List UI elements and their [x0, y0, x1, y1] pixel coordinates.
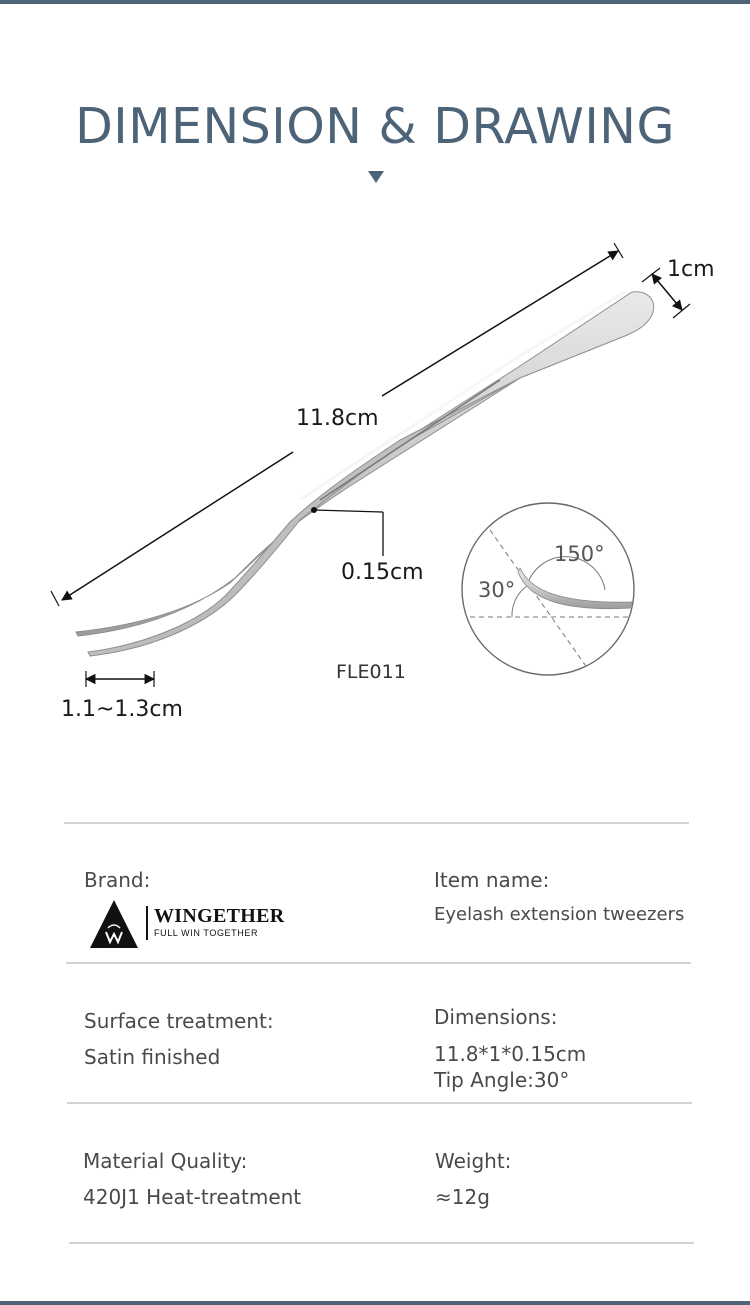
thickness-label: 0.15cm [341, 560, 424, 585]
surface-value: Satin finished [84, 1045, 221, 1069]
down-triangle-icon [368, 171, 384, 183]
logo-name: WINGETHER [154, 905, 285, 927]
item-name-label: Item name: [434, 868, 550, 892]
logo-tagline: FULL WIN TOGETHER [154, 928, 259, 938]
surface-label: Surface treatment: [84, 1009, 274, 1033]
angle-150-label: 150° [554, 542, 605, 566]
weight-value: ≈12g [435, 1185, 490, 1209]
top-accent-bar [0, 0, 750, 4]
model-number: FLE011 [336, 661, 406, 683]
thickness-leader [311, 507, 383, 556]
bottom-accent-bar [0, 1301, 750, 1305]
brand-logo [88, 898, 288, 950]
tweezers-drawing [0, 230, 750, 730]
weight-label: Weight: [435, 1149, 512, 1173]
length-label: 11.8cm [296, 406, 379, 431]
divider [64, 822, 689, 824]
item-name-value: Eyelash extension tweezers [434, 904, 685, 925]
divider [67, 1102, 692, 1104]
tip-length-dimension [86, 671, 154, 687]
brand-label: Brand: [84, 868, 151, 892]
page-title: DIMENSION & DRAWING [75, 98, 675, 155]
angle-30-label: 30° [478, 578, 516, 602]
dimensions-label: Dimensions: [434, 1005, 558, 1029]
logo-separator [146, 906, 148, 940]
dimensions-value: 11.8*1*0.15cm [434, 1042, 587, 1066]
divider [66, 962, 691, 964]
divider [69, 1242, 694, 1244]
tip-angle-value: Tip Angle:30° [434, 1068, 570, 1092]
width-label: 1cm [667, 257, 715, 282]
tip-length-label: 1.1~1.3cm [61, 697, 183, 722]
wingether-logo-icon [88, 898, 140, 950]
material-value: 420J1 Heat-treatment [83, 1185, 302, 1209]
material-label: Material Quality: [83, 1149, 248, 1173]
